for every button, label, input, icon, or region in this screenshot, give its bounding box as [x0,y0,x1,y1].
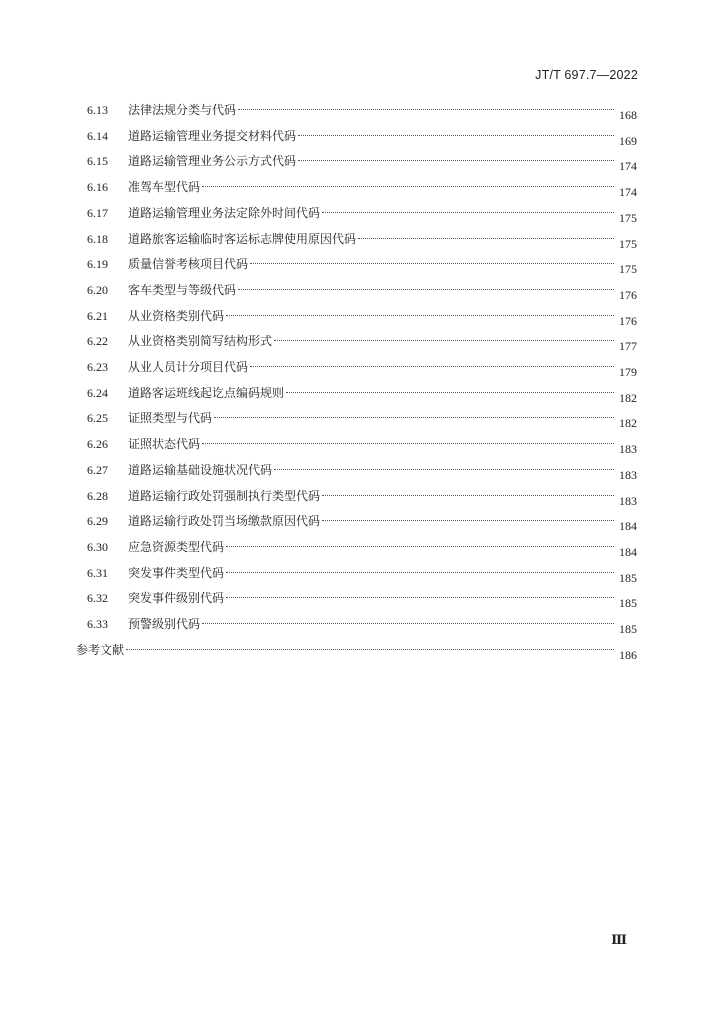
toc-entry-title: 道路运输管理业务提交材料代码 [128,128,297,143]
toc-entry[interactable] [0,203,724,223]
toc-entry-page: 183 [619,493,637,508]
toc-entry[interactable] [0,280,724,300]
toc-entry-page: 177 [619,339,637,354]
toc-dot-leader [250,263,614,264]
toc-entry[interactable] [0,229,724,249]
toc-dot-leader [322,495,614,496]
toc-dot-leader [202,623,614,624]
toc-entry-number: 6.14 [87,128,108,143]
toc-entry-number: 6.29 [87,514,108,529]
toc-entry[interactable] [0,383,724,403]
toc-entry-number: 6.26 [87,437,108,452]
toc-entry-title: 道路客运班线起讫点编码规则 [128,385,285,400]
toc-entry-number: 6.17 [87,205,108,220]
toc-entry-title: 道路运输行政处罚强制执行类型代码 [128,488,321,503]
toc-entry-title: 客车类型与等级代码 [128,282,237,297]
toc-entry-title: 道路运输行政处罚当场缴款原因代码 [128,514,321,529]
toc-entry-title: 证照类型与代码 [128,411,213,426]
toc-entry-number: 6.31 [87,565,108,580]
toc-entry[interactable] [0,254,724,277]
toc-entry[interactable] [0,100,724,120]
toc-entry-title: 道路运输管理业务法定除外时间代码 [128,205,321,220]
toc-entry[interactable] [0,537,724,557]
toc-entry-title: 从业资格类别代码 [128,308,225,323]
toc-dot-leader [298,160,614,161]
toc-entry-page: 183 [619,442,637,457]
toc-entry[interactable] [0,331,724,354]
toc-entry-number: 6.27 [87,462,108,477]
toc-entry-title: 从业资格类别简写结构形式 [128,334,273,349]
toc-entry-number: 6.19 [87,257,108,272]
toc-dot-leader [274,469,614,470]
toc-entry-page: 185 [619,596,637,611]
toc-dot-leader [214,417,614,418]
toc-entry-title: 法律法规分类与代码 [128,103,237,117]
toc-entry-page: 174 [619,185,637,200]
toc-entry-title: 道路运输管理业务公示方式代码 [128,154,297,169]
page-number: Ⅲ [611,932,627,947]
toc-dot-leader [322,212,614,213]
toc-entry-number: 6.21 [87,308,108,323]
toc-dot-leader [226,597,614,598]
toc-dot-leader [202,186,614,187]
toc-entry-page: 184 [619,544,637,559]
toc-dot-leader [322,520,614,521]
toc-entry-number: 6.13 [87,103,108,117]
toc-entry-number: 6.18 [87,231,108,246]
toc-entry-number: 6.32 [87,591,108,606]
toc-entry-number: 6.30 [87,539,108,554]
toc-entry-number: 6.16 [87,180,108,195]
toc-dot-leader [286,392,614,393]
toc-entry[interactable] [0,177,724,200]
toc-entry-page: 176 [619,287,637,302]
toc-entry-number: 6.25 [87,411,108,426]
toc-entry[interactable] [0,408,724,431]
toc-entry[interactable] [0,563,724,583]
toc-dot-leader [250,366,614,367]
toc-entry-title: 道路旅客运输临时客运标志牌使用原因代码 [128,231,357,246]
toc-entry-page: 168 [619,108,637,122]
toc-entry-title: 参考文献 [76,642,125,657]
toc-entry[interactable] [0,434,724,457]
toc-entry[interactable] [0,511,724,534]
toc-entry-number: 6.20 [87,282,108,297]
toc-entry-number: 6.33 [87,617,108,631]
toc-entry-title: 应急资源类型代码 [128,539,225,554]
toc-entry-number: 6.23 [87,360,108,374]
toc-entry-page: 179 [619,365,637,379]
toc-entry-page: 183 [619,467,637,482]
toc-entry-title: 突发事件级别代码 [128,591,225,606]
toc-dot-leader [298,135,614,136]
toc-entry-title: 质量信誉考核项目代码 [128,257,249,272]
toc-entry[interactable] [0,640,724,660]
toc-dot-leader [226,546,614,547]
toc-dot-leader [238,109,614,110]
toc-entry-page: 182 [619,390,637,405]
toc-entry-number: 6.24 [87,385,108,400]
toc-entry-title: 道路运输基础设施状况代码 [128,462,273,477]
toc-entry-page: 175 [619,262,637,277]
toc-entry[interactable] [0,460,724,480]
toc-entry-title: 从业人员计分项目代码 [128,360,249,374]
toc-entry-page: 186 [619,647,637,662]
toc-entry-number: 6.22 [87,334,108,349]
toc-entry-number: 6.15 [87,154,108,169]
toc-entry-title: 突发事件类型代码 [128,565,225,580]
toc-entry-title: 预警级别代码 [128,617,201,631]
toc-entry-page: 174 [619,159,637,174]
toc-entry[interactable] [0,151,724,174]
toc-dot-leader [274,340,614,341]
toc-dot-leader [238,289,614,290]
toc-entry-page: 185 [619,622,637,636]
toc-entry[interactable] [0,126,724,146]
toc-entry[interactable] [0,588,724,611]
toc-entry-title: 准驾车型代码 [128,180,201,195]
toc-entry[interactable] [0,614,724,634]
toc-entry-page: 175 [619,210,637,225]
toc-entry-page: 176 [619,313,637,328]
toc-entry-number: 6.28 [87,488,108,503]
toc-entry-page: 169 [619,133,637,148]
toc-entry-title: 证照状态代码 [128,437,201,452]
toc-dot-leader [126,649,614,650]
toc-dot-leader [226,572,614,573]
toc-dot-leader [202,443,614,444]
toc-entry-page: 184 [619,519,637,534]
page-header-code: JT/T 697.7—2022 [535,68,638,82]
toc-entry-page: 175 [619,236,637,251]
toc-dot-leader [358,238,614,239]
toc-entry[interactable] [0,357,724,377]
toc-entry-page: 185 [619,570,637,585]
toc-dot-leader [226,315,614,316]
toc-entry-page: 182 [619,416,637,431]
toc-entry[interactable] [0,306,724,326]
toc-entry[interactable] [0,486,724,506]
